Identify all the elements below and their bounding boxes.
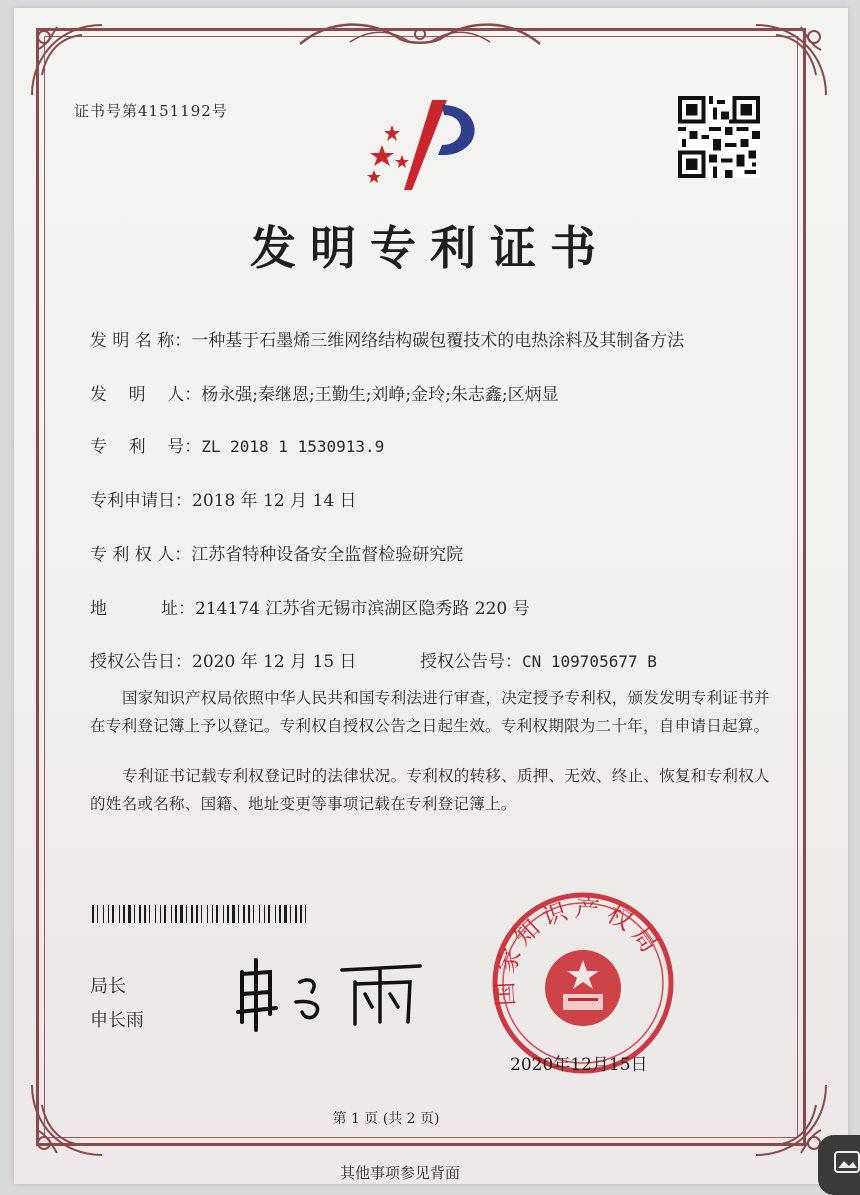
inventors-value: 杨永强;秦继恩;王勤生;刘峥;金玲;朱志鑫;区炳显 — [201, 385, 559, 405]
certificate-title: 发明专利证书 — [250, 221, 610, 275]
invention-name-label: 发 明 名 称： — [90, 331, 192, 351]
patent-number-value: ZL 2018 1 1530913.9 — [201, 437, 385, 456]
field-filing-date — [90, 486, 357, 511]
patent-office-emblem-icon — [352, 95, 492, 195]
top-ornament — [290, 14, 550, 54]
director-title: 局长 — [90, 976, 126, 997]
page-number: 第 1 页 (共 2 页) — [332, 1111, 440, 1127]
barcode-icon — [92, 905, 312, 923]
field-grant-number — [420, 647, 657, 672]
field-inventors — [90, 380, 559, 405]
footer-note: 其他事项参见背面 — [339, 1164, 460, 1182]
gallery-thumbnail-button[interactable] — [818, 1135, 860, 1195]
field-invention-name — [90, 326, 684, 351]
legal-status-paragraph: 专利证书记载专利权登记时的法律状况。专利权的转移、质押、无效、终止、恢复和专利权人的姓名或名称、国籍、地址变更等事项记载在专利登记簿上。 — [90, 767, 770, 813]
qr-code-icon — [678, 96, 760, 178]
grant-date-value: 2020 年 12 月 15 日 — [192, 652, 357, 672]
certificate-number: 证书号第4151192号 — [74, 102, 228, 120]
corner-ornament-top-right — [746, 15, 836, 105]
corner-ornament-top-left — [22, 15, 112, 105]
field-grant-date — [90, 647, 357, 672]
patent-number-label: 专 利 号： — [90, 437, 202, 457]
patentee-value: 江苏省特种设备安全监督检验研究院 — [191, 545, 464, 565]
director-signature — [230, 952, 430, 1032]
address-value: 214174 江苏省无锡市滨湖区隐秀路 220 号 — [195, 599, 530, 619]
image-icon — [832, 1147, 860, 1177]
patentee-label: 专 利 权 人： — [90, 545, 192, 565]
director-name: 申长雨 — [90, 1010, 144, 1031]
inventors-label: 发 明 人： — [90, 385, 202, 405]
field-patentee — [90, 540, 463, 565]
invention-name-value: 一种基于石墨烯三维网络结构碳包覆技术的电热涂料及其制备方法 — [191, 331, 685, 351]
grant-date-label: 授权公告日： — [90, 652, 192, 672]
grant-statement-paragraph: 国家知识产权局依照中华人民共和国专利法进行审查，决定授予专利权，颁发发明专利证书并在专利登记簿上予以登记。专利权自授权公告之日起生效。专利权期限为二十年，自申请日起算。 — [90, 689, 770, 735]
field-address — [90, 594, 530, 619]
seal-text: 国家知识产权局 — [490, 894, 667, 1007]
field-patent-number — [90, 432, 384, 457]
filing-date-label: 专利申请日： — [90, 491, 192, 511]
address-label: 地 址： — [90, 599, 196, 619]
filing-date-value: 2018 年 12 月 14 日 — [192, 491, 357, 511]
grant-number-label: 授权公告号： — [420, 652, 522, 672]
seal-date: 2020年12月15日 — [510, 1055, 648, 1075]
grant-number-value: CN 109705677 B — [522, 652, 657, 671]
